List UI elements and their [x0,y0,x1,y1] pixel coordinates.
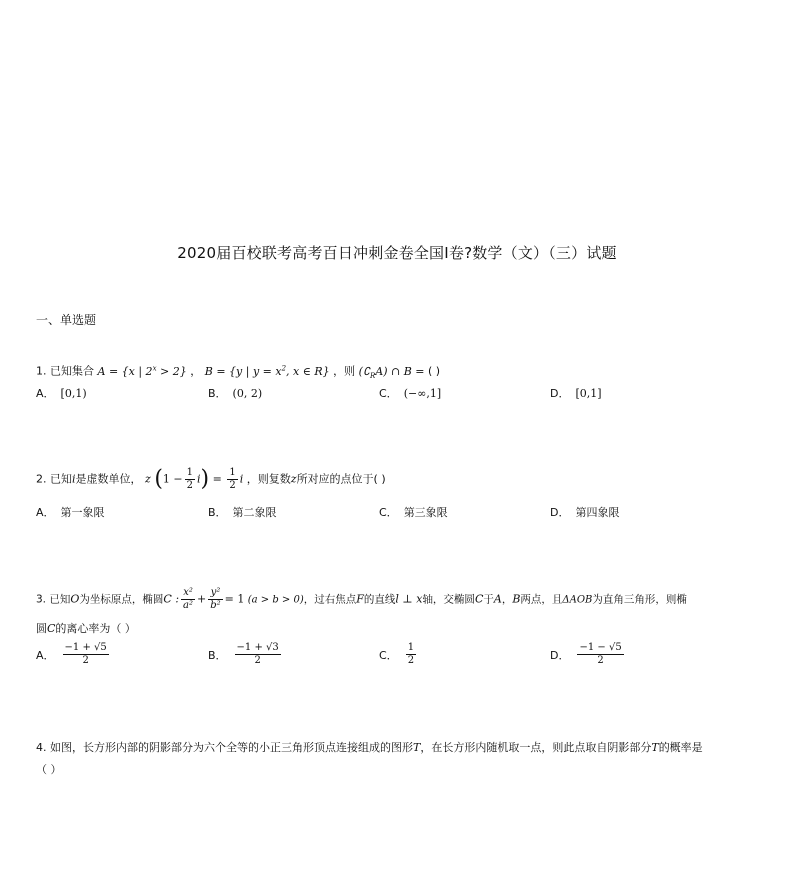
option-c[interactable]: C． $\frac{1}{2}$ [379,642,415,666]
section-heading: 一、单选题 [36,313,97,327]
options-2 [36,504,756,534]
fraction: $\frac{1}{2}$ [229,467,236,491]
option-a[interactable]: A． $\frac{-1 + √5}{2}$ [36,642,107,666]
page-title: 2020届百校联考高考百日冲刺金卷全国Ⅰ卷?数学（文）（三）试题 [177,244,617,262]
options-3 [36,642,756,676]
option-a[interactable]: A． 第一象限 [36,506,105,519]
question-1: 1. 已知集合 A = {x | $2^x > 2$} ， B = {y | $y = x^2$, x ∈ R} ，则 $(∁_RA)$ ∩ B = ( ) [36,364,441,380]
question-2: 2. 已知i是虚数单位， z (1 − $\frac{1}{2}$ i) = $\frac{1}{2}$ i ，则复数z所对应的点位于( ) [36,466,386,492]
answer-paren: ( ) [428,364,441,378]
option-c[interactable]: C． 第三象限 [379,506,448,519]
option-d[interactable]: D． 第四象限 [550,506,620,519]
option-b[interactable]: B． $\frac{-1 + √3}{2}$ [208,642,279,666]
option-d[interactable]: D． [0,1] [550,387,602,400]
set-b: B = {y | $y = x^2$, x ∈ R} [204,364,330,378]
option-c[interactable]: C． (−∞,1] [379,387,442,400]
question-4: 4. 如图，长方形内部的阴影部分为六个全等的小正三角形顶点连接组成的图形T，在长方形内随机取一点，则此点取自阴影部分T的概率是 [36,741,703,754]
fraction: $\frac{\text{x²}}{\text{a²}}$ [183,587,194,611]
set-expression: $(∁_RA)$ ∩ B = [358,364,425,380]
question-4-line-2: （ ） [36,763,62,776]
option-d[interactable]: D． $\frac{-1 - √5}{2}$ [550,642,622,666]
fraction: $\frac{\text{y²}}{\text{b²}}$ [210,587,221,611]
option-b[interactable]: B． (0, 2) [208,387,263,400]
set-a: A = {x | $2^x > 2$} [97,364,187,378]
option-b[interactable]: B． 第二象限 [208,506,277,519]
question-number: 1. [36,364,47,378]
fraction: $\frac{1}{2}$ [186,467,194,491]
question-text: 已知集合 [50,364,94,378]
question-3: 3. 已知O为坐标原点，椭圆C : $\frac{\text{x²}}{\text{a²}}$ + $\frac{\text{y²}}{\text{b²}}$ = 1 (a > b > 0)，过右焦点F的直线l ⊥ x轴，交椭圆C于A，B两点，且ΔAOB为直角三角形，则椭 [36,587,687,611]
question-3-line-2: 圆C的离心率为（ ） [36,622,136,635]
options-1 [36,385,756,415]
option-a[interactable]: A． [0,1) [36,387,87,400]
